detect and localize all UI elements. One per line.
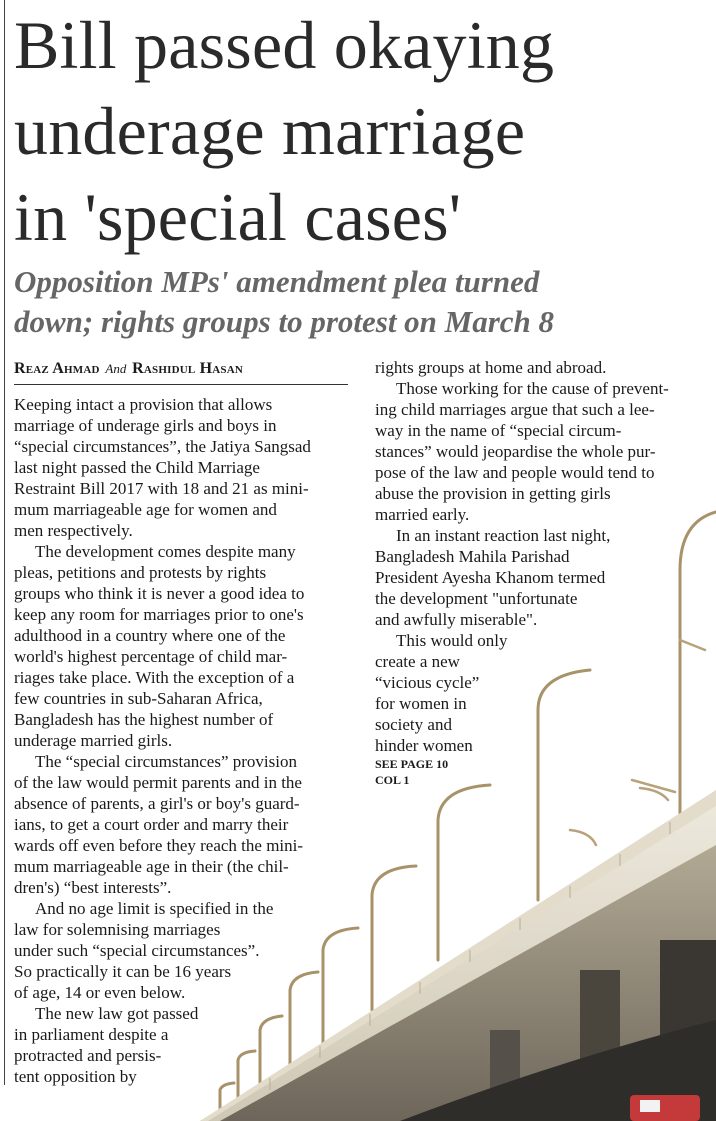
article-line: President Ayesha Khanom termed bbox=[375, 568, 606, 587]
article-line: Restraint Bill 2017 with 18 and 21 as mini- bbox=[14, 479, 309, 498]
article-line: absence of parents, a girl's or boy's guard- bbox=[14, 794, 300, 813]
article-line: last night passed the Child Marriage bbox=[14, 458, 260, 477]
article-line: in parliament despite a bbox=[14, 1025, 169, 1044]
article-line: create a new bbox=[375, 652, 460, 671]
article-line: mum marriageable age for women and bbox=[14, 500, 277, 519]
article-line: hinder women bbox=[375, 736, 473, 755]
article-line: riages take place. With the exception of a bbox=[14, 668, 295, 687]
article-line: mum marriageable age in their (the chil- bbox=[14, 857, 289, 876]
article-line: pose of the law and people would tend to bbox=[375, 463, 655, 482]
article-line: This would only bbox=[396, 631, 508, 650]
article-line: world's highest percentage of child mar- bbox=[14, 647, 288, 666]
article-line: “vicious cycle” bbox=[375, 673, 480, 692]
subheadline-line: down; rights groups to protest on March 8 bbox=[14, 304, 555, 339]
article-line: of age, 14 or even below. bbox=[14, 983, 186, 1002]
article-line: rights groups at home and abroad. bbox=[375, 358, 607, 377]
article-line: And no age limit is specified in the bbox=[35, 899, 274, 918]
byline-author: Rashidul Hasan bbox=[132, 360, 243, 377]
article-line: under such “special circumstances”. bbox=[14, 941, 260, 960]
headline-line: Bill passed okaying bbox=[14, 7, 555, 83]
article-line: abuse the provision in getting girls bbox=[375, 484, 611, 503]
article-line: Bangladesh Mahila Parishad bbox=[375, 547, 570, 566]
article-line: the development "unfortunate bbox=[375, 589, 578, 608]
article-column-1 bbox=[14, 394, 354, 1087]
article-line: “special circumstances”, the Jatiya Sangsad bbox=[14, 437, 311, 456]
article-line: wards off even before they reach the mini- bbox=[14, 836, 304, 855]
article-line: adulthood in a country where one of the bbox=[14, 626, 286, 645]
subheadline bbox=[14, 262, 714, 342]
article-line: dren's) “best interests”. bbox=[14, 878, 172, 897]
article-line: law for solemnising marriages bbox=[14, 920, 221, 939]
article-line: stances” would jeopardise the whole pur- bbox=[375, 442, 656, 461]
article-line: society and bbox=[375, 715, 452, 734]
continuation-jump: SEE PAGE 10 bbox=[375, 757, 449, 771]
article-line: of the law would permit parents and in the bbox=[14, 773, 302, 792]
article-line: men respectively. bbox=[14, 521, 133, 540]
headline bbox=[14, 2, 714, 260]
subheadline-line: Opposition MPs' amendment plea turned bbox=[14, 264, 540, 299]
article-line: Those working for the cause of prevent- bbox=[396, 379, 669, 398]
article-line: for women in bbox=[375, 694, 467, 713]
article-line: keep any room for marriages prior to one's bbox=[14, 605, 304, 624]
article-line: Keeping intact a provision that allows bbox=[14, 395, 273, 414]
headline-line: in 'special cases' bbox=[14, 179, 462, 255]
article-line: few countries in sub-Saharan Africa, bbox=[14, 689, 263, 708]
article-line: So practically it can be 16 years bbox=[14, 962, 232, 981]
article-line: The development comes despite many bbox=[35, 542, 296, 561]
article-column-2 bbox=[375, 357, 713, 788]
article-line: way in the name of “special circum- bbox=[375, 421, 622, 440]
article-line: The “special circumstances” provision bbox=[35, 752, 297, 771]
byline-author: Reaz Ahmad bbox=[14, 360, 100, 377]
headline-line: underage marriage bbox=[14, 93, 526, 169]
byline bbox=[14, 359, 348, 385]
article-line: pleas, petitions and protests by rights bbox=[14, 563, 267, 582]
column-rule bbox=[4, 0, 5, 1085]
article-line: ing child marriages argue that such a lee- bbox=[375, 400, 655, 419]
article-line: In an instant reaction last night, bbox=[396, 526, 611, 545]
article-line: tent opposition by bbox=[14, 1067, 137, 1086]
article-line: married early. bbox=[375, 505, 470, 524]
byline-conjunction: And bbox=[105, 361, 127, 376]
article-line: ians, to get a court order and marry their bbox=[14, 815, 289, 834]
article-line: Bangladesh has the highest number of bbox=[14, 710, 274, 729]
article-line: marriage of underage girls and boys in bbox=[14, 416, 277, 435]
article-line: underage married girls. bbox=[14, 731, 173, 750]
article-line: and awfully miserable". bbox=[375, 610, 538, 629]
article-line: groups who think it is never a good idea to bbox=[14, 584, 305, 603]
article-line: protracted and persis- bbox=[14, 1046, 162, 1065]
article-line: The new law got passed bbox=[35, 1004, 199, 1023]
continuation-jump: COL 1 bbox=[375, 773, 410, 787]
